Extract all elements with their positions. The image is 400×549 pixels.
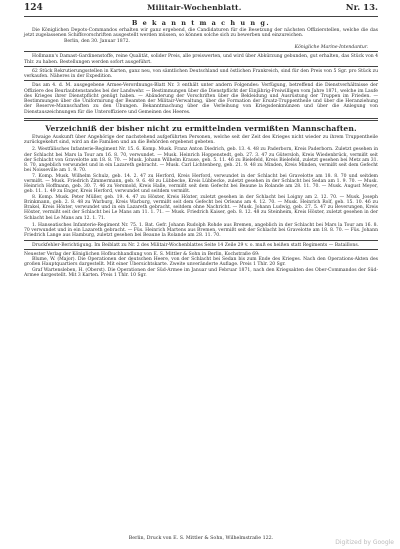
missing-entry: 2. Westfälisches Infanterie-Regiment Nr. 15. 6. Komp. Musk. Franz Anton Diedrich, geb. 13. 4. 48 zu Paderborn, Kreis Paderborn. Zuletzt gesehen in der Schlacht bei Mars la Tour am 16. 8. 70, verwundet. — Musk. Heinrich Hoppenstedt, geb. 27. 3. 47 zu Gütersloh, Kreis Wiedenbrück, vermißt seit der Schlacht von Gravelotte am 18. 8. 70. — Musk. Johann Wilhelm Krause, geb. 5. 11. 46 zu Bielefeld, Kreis Bielefeld, zuletzt gesehen bei Metz am 31. 8. 70, angeblich verwundet und in ein Lazareth gebracht. — Musk. Carl Lichtenberg, geb. 21. 9. 48 zu Minden, Kreis Minden, vermißt seit dem Gefecht bei Noisseville am 1. 9. 70. [24, 147, 378, 174]
missing-entry: 1. Hanseatisches Infanterie-Regiment Nr. 75. 1. Bat. Gefr. Johann Rudolph Rohde aus Bremen, angeblich in der Schlacht bei Mars la Tour am 16. 8. 70 verwundet und in ein Lazareth gebracht. — Füs. Heinrich Martens aus Bremen, vermißt seit der Schlacht bei Gravelotte am 18. 8. 70. — Füs. Johann Friedrich Lange aus Hamburg, zuletzt gesehen bei Beaune la Rolande am 28. 11. 70. [24, 222, 378, 239]
divider-rule [24, 51, 378, 52]
publisher-intro: Neuester Verlag der Königlichen Hofbuchhandlung von E. S. Mittler & Sohn in Berlin, Kochstraße 69: [24, 251, 260, 257]
double-rule [24, 118, 378, 121]
announcement-date: Berlin, den 30. Januar 1872. [64, 38, 130, 44]
missing-entry: 7. Komp. Musk. Wilhelm Schulz, geb. 14. 2. 47 zu Herford, Kreis Herford, verwundet in der Schlacht bei Gravelotte am 18. 8. 70 und seitdem vermißt. — Musk. Friedrich Zimmermann, geb. 9. 6. 48 zu Lübbecke, Kreis Lübbecke, zuletzt gesehen in der Schlacht bei Sedan am 1. 9. 70. — Musk. Heinrich Hoffmann, geb. 30. 7. 46 zu Versmold, Kreis Halle, vermißt seit dem Gefecht bei Beaune la Rolande am 28. 11. 70. — Musk. August Meyer, geb. 11. 1. 49 zu Enger, Kreis Herford, verwundet und seitdem vermißt. [24, 173, 378, 195]
missing-heading: Verzeichniß der bisher nicht zu ermittelnden vermißten Mannschaften. [45, 123, 357, 133]
divider-rule [24, 240, 378, 241]
newspaper-title: Militair-Wochenblatt. [147, 3, 242, 12]
divider-rule [24, 249, 378, 250]
divider-rule [24, 66, 378, 67]
page-header [24, 3, 378, 15]
missing-intro: Etwaige Auskunft über Angehörige der nachstehend aufgeführten Personen, welche seit der Zeit des Krieges nicht wieder zu ihrem Truppentheile zurückgekehrt sind, wird an die Familien und an die Behörden ergebenst gebeten. [24, 134, 378, 146]
correction-text: Druckfehler-Berichtigung. Im Beiblatt zu Nr. 2 des Militair-Wochenblattes Seite 14 Zeile 29 v. o. muß es heißen statt Regiments — Bataillons. [32, 242, 360, 248]
publisher-book: Blume, W. (Major). Die Operationen der deutschen Heere, von der Schlacht bei Sedan bis zum Ende des Krieges. Nach den Operations-Akten des großen Hauptquartiers dargestellt. Mit einer Übersichtskarte. Zweite unveränderte Auflage. Preis 1 Thlr. 20 Sgr. [24, 257, 378, 268]
decree-text: Das am 4. d. M. ausgegebene Armee-Verordnungs-Blatt Nr. 3 enthält unter andern Folgendes: Verfügung, betreffend die Dienstverhältnisse der Offiziere des Beurlaubtenstandes bei der Landwehr. — Bestimmungen über die Dienstpflicht der Einjährig-Freiwilligen vom Jahre 1871, welche im Laufe des Krieges ihrer Dienstpflicht genügt haben. — Abänderung der Vorschriften über die Bekleidung und Ausrüstung der Truppen im Frieden. — Bestimmungen über die Uniformirung der Beamten der Militair-Verwaltung, über die Formation der Ersatz-Truppentheile und über die Heranziehung der Reserve-Mannschaften zu den Übungen. Bekanntmachung über die Verleihung von Kriegsdenkmünzen und über die Anlegung von Dienstauszeichnungen für die Unteroffiziere und Gemeinen des Heeres. [24, 83, 378, 115]
page-number: 124 [24, 3, 43, 13]
issue-number: Nr. 13. [345, 3, 378, 13]
missing-entry: 8. Komp. Musk. Peter Müller, geb. 19. 4. 47 zu Höxter, Kreis Höxter, zuletzt gesehen in der Schlacht bei Loigny am 2. 12. 70. — Musk. Joseph Brinkmann, geb. 2. 8. 48 zu Warburg, Kreis Warburg, vermißt seit dem Gefecht bei Orleans am 4. 12. 70. — Musk. Heinrich Rolf, geb. 15. 10. 46 zu Brakel, Kreis Höxter, verwundet und in ein Lazareth gebracht, seitdem ohne Nachricht. — Musk. Johann Ludwig, geb. 27. 5. 47 zu Beverungen, Kreis Höxter, vermißt seit der Schlacht bei Le Mans am 11. 1. 71. — Musk. Friedrich Kaiser, geb. 8. 12. 48 zu Steinheim, Kreis Höxter, zuletzt gesehen in der Schlacht bei Le Mans am 12. 1. 71. [24, 194, 378, 221]
notice-one: Hollmann's Damast-Gardinenstoffe, reine Qualität, solider Preis, alle preiswerten, und wird über Abkürzung gebunden, gut erhalten, das Stück von 4 Thlr. zu haben. Bestellungen werden sofort ausgeführt. [24, 54, 378, 65]
announcement-heading: B e k a n n t m a c h u n g. [131, 19, 271, 27]
printer-footer: Berlin, Druck von E. S. Mittler & Sohn, Wilhelmstraße 122. [128, 536, 274, 541]
publisher-book: Graf Wartensleben, H. (Oberst). Die Operationen der Süd-Armee im Januar und Februar 1871, nach den Kriegsakten des Ober-Commandos der Süd-Armee dargestellt. Mit 3 Karten. Preis 1 Thlr. 10 Sgr. [24, 267, 378, 278]
divider-rule [24, 80, 378, 81]
announcement-signature: Königliche Marine-Intendantur. [294, 44, 368, 50]
announcement-text: Die Königlichen Depots-Commandos erhalten wir ganz ergebend, die Candidaturen für die Besetzung der nächsten Offizierstellen, welche die das jetzt zugelassenen Schiffsvorschriften ausgestellt werden müssen, so können solche sich zu bewerben und einzureichen. [24, 28, 378, 39]
header-rule [24, 16, 378, 17]
notice-two: 62 Stück Rekrutierungsstellen in Karten, ganz neu, von sämtlichen Deutschland und östlichen Frankreich, sind für den Preis von 5 Sgr. pro Stück zu verkaufen. Näheres in der Expedition. [24, 68, 378, 80]
digitization-watermark: Digitized by Google [335, 539, 394, 546]
